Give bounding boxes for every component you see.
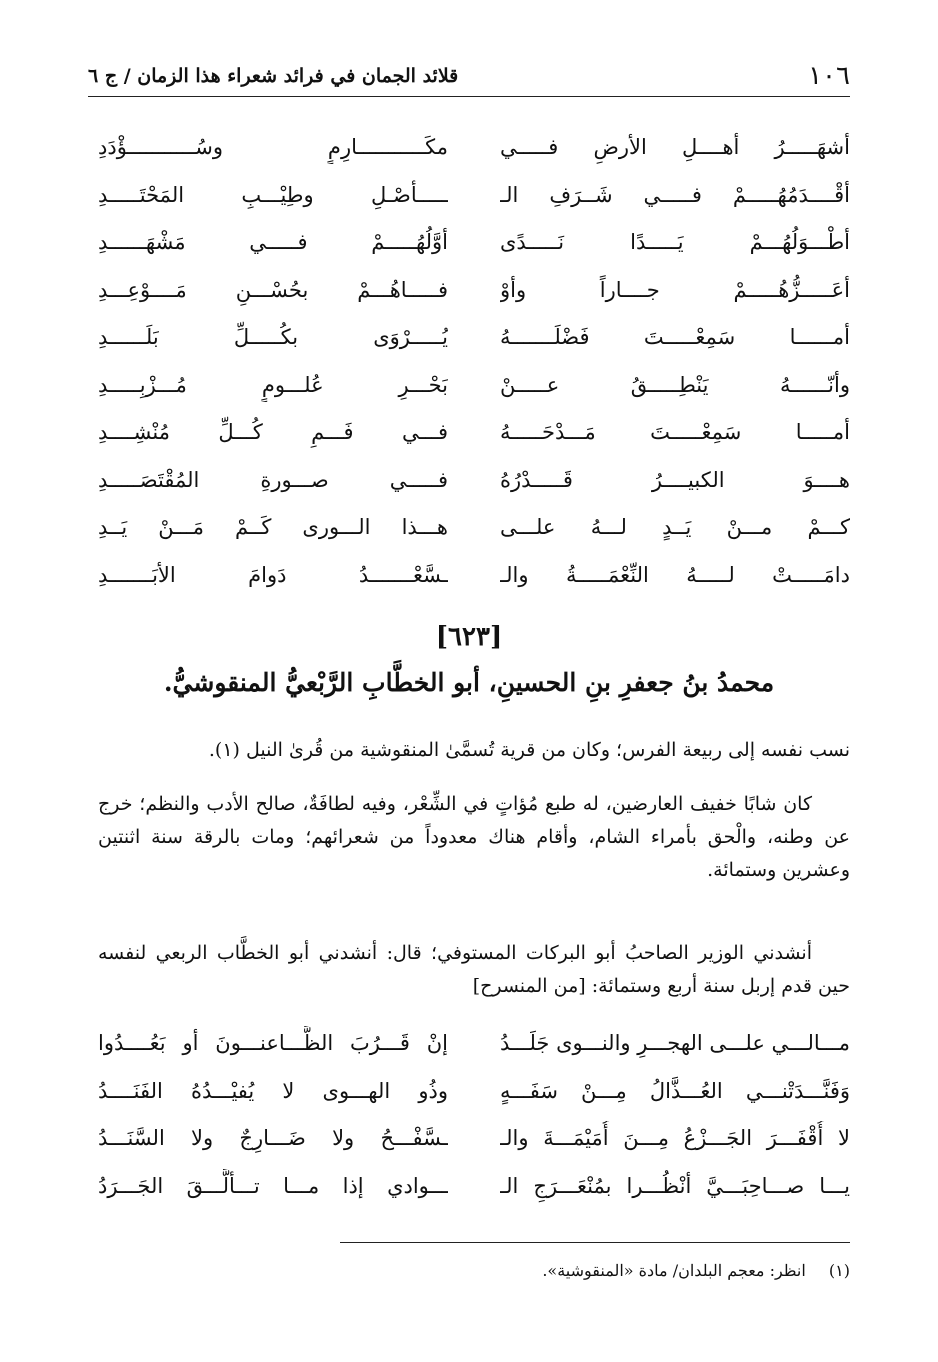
page-header bbox=[88, 56, 850, 97]
entry-number: [٦٢٣] bbox=[435, 622, 503, 652]
verse-second-hemistich: فـــــاهُـــمْ بحُسْـــنِ مَــــوْعِـــدِ bbox=[98, 277, 448, 302]
verse-first-hemistich: دامَـــــتْ لـــــهُ النِّعْمَـــــةُ والـ bbox=[500, 562, 850, 587]
verse-first-hemistich: وأنّــــــهُ يَنْطِـــــقُ عـــــنْ bbox=[500, 372, 850, 397]
verse-second-hemistich: ـسَّعْـــــــدُ دَوامَ الأبَـــــــدِ bbox=[98, 562, 448, 587]
verse-line bbox=[98, 362, 850, 410]
verse-line bbox=[98, 124, 850, 172]
verse-line bbox=[98, 267, 850, 315]
footnote-divider bbox=[340, 1242, 850, 1243]
verse-line bbox=[98, 457, 850, 505]
verse-first-hemistich: هــــوَ الكبيــــرُ قَـــــدْرُهُ bbox=[500, 467, 850, 492]
verse-line bbox=[98, 552, 850, 600]
poem-block-1 bbox=[98, 124, 850, 599]
verse-second-hemistich: يُـــــرْوَى بكُـــــلِّ بَلَــــــدِ bbox=[98, 325, 448, 349]
paragraph-biography: كان شابًا خفيف العارضين، له طبع مُؤاتٍ في الشِّعْر، وفيه لطافَةٌ، صالح الأدب والنظم؛ خرج عن وطنه، والْحق بأمراء الشام، وأقام هناك معدوداً من شعرائهم؛ ومات بالرقة سنة اثنتين وعشرين وستمائة. bbox=[98, 793, 850, 881]
footnote-text: انظر: معجم البلدان/ مادة «المنقوشية». bbox=[542, 1261, 806, 1280]
verse-first-hemistich: وَفَنَّـــدَتْنـــي العُـــذَّالُ مِـــنْ سَفَـــهٍ bbox=[500, 1078, 850, 1103]
verse-second-hemistich: وذُو الهـــوى لا يُفيْـــدُهُ الفَنَــــدُ bbox=[98, 1078, 448, 1103]
verse-first-hemistich: أقْــــدَمُهُـــــمْ فـــــي شَــرَفِ الـ bbox=[500, 182, 850, 207]
verse-line bbox=[98, 219, 850, 267]
verse-second-hemistich: ـــــأصْـلِ وطِيْـــبِ المَحْتَـــــدِ bbox=[98, 182, 448, 207]
verse-first-hemistich: أمــــــا سَمِعْـــــتَ فَضْلَـــــــهُ bbox=[500, 325, 850, 349]
verse-first-hemistich: كـــمْ مـــنْ يَــدٍ لـــهُ علـــى bbox=[500, 515, 850, 539]
verse-second-hemistich: بَحْـــرِ عُلـــومٍ مُـــزْبِـــــدِ bbox=[98, 372, 448, 397]
verse-line bbox=[98, 172, 850, 220]
verse-first-hemistich: أطْـــوَلُهُـــمْ يَـــــدًا نَـــــدًى bbox=[500, 230, 850, 254]
verse-first-hemistich: يـــا صـــاحِبَـــيَّ أنْظُـــرا بمُنْعَـــرَجِ الـ bbox=[500, 1173, 850, 1198]
verse-first-hemistich: مـــالـــي علـــى الهجـــرِ والنـــوى جَلَـــدُ bbox=[500, 1031, 850, 1055]
verse-line bbox=[98, 1115, 850, 1163]
verse-line bbox=[98, 1020, 850, 1068]
verse-second-hemistich: ـــوادي إذا مـــا تـــألَّـــقَ الجَـــرَدُ bbox=[98, 1173, 448, 1198]
verse-second-hemistich: هـــذا الـــورى كَــمْ مَـــنْ يَــدِ bbox=[98, 515, 448, 539]
citation-text: أنشدني الوزير الصاحبُ أبو البركات المستوفي؛ قال: أنشدني أبو الخطَّاب الربعي لنفسه حين قدم إربل سنة أربع وستمائة: bbox=[98, 942, 850, 997]
verse-second-hemistich: أوَّلُهُـــــمْ فـــــي مَشْهَــــــدِ bbox=[98, 230, 448, 254]
verse-line bbox=[98, 504, 850, 552]
poem-block-2 bbox=[98, 1020, 850, 1210]
verse-line bbox=[98, 409, 850, 457]
verse-first-hemistich: أشهَـــــرُ أهــــلِ الأرضِ فـــــي bbox=[500, 135, 850, 159]
verse-first-hemistich: لا أُقْفَـــرَ الجَـــزْعُ مِـــنَ أُمَيْمَـــةَ والـ bbox=[500, 1126, 850, 1150]
verse-second-hemistich: فـــــي صـــورةِ المُقْتَصَـــــدِ bbox=[98, 467, 448, 492]
footnote-marker: (١) bbox=[828, 1261, 850, 1280]
footnote bbox=[98, 1258, 850, 1284]
verse-line bbox=[98, 314, 850, 362]
page-number: ١٠٦ bbox=[808, 61, 850, 91]
paragraph-lineage: نسب نفسه إلى ربيعة الفرس؛ وكان من قرية تُسمَّىٰ المنقوشية من قُرىٰ النيل (١). bbox=[208, 739, 850, 761]
verse-second-hemistich: ـسَّفْـــحُ ولا ضَـــارِجٌ ولا السَّنَـــدُ bbox=[98, 1126, 448, 1150]
verse-line bbox=[98, 1068, 850, 1116]
paragraph-citation bbox=[98, 937, 850, 1003]
entry-title: محمدُ بنُ جعفرِ بنِ الحسينِ، أبو الخطَّابِ الرَّبْعيُّ المنقوشيُّ. bbox=[163, 668, 775, 697]
meter-label: [من المنسرح] bbox=[472, 975, 586, 997]
verse-first-hemistich: أعَـــــزُّهُـــــمْ جــــاراً وأوْ bbox=[500, 277, 850, 302]
verse-line bbox=[98, 1163, 850, 1211]
verse-second-hemistich: مكَـــــــــــارِمٍ وسُـــــــــــؤْدَدِ bbox=[98, 135, 448, 159]
verse-first-hemistich: أمـــــا سَمِعْـــــتَ مَـــدْحَـــــهُ bbox=[500, 420, 850, 444]
verse-second-hemistich: إنْ قَـــرُبَ الظَّـــاعنـــونَ أو بَعُــــدُوا bbox=[98, 1031, 448, 1055]
verse-second-hemistich: فـــي فَـــمِ كُـــلِّ مُنْشِــــدِ bbox=[98, 420, 448, 444]
running-title: قلائد الجمان في فرائد شعراء هذا الزمان / ج ٦ bbox=[88, 65, 459, 87]
